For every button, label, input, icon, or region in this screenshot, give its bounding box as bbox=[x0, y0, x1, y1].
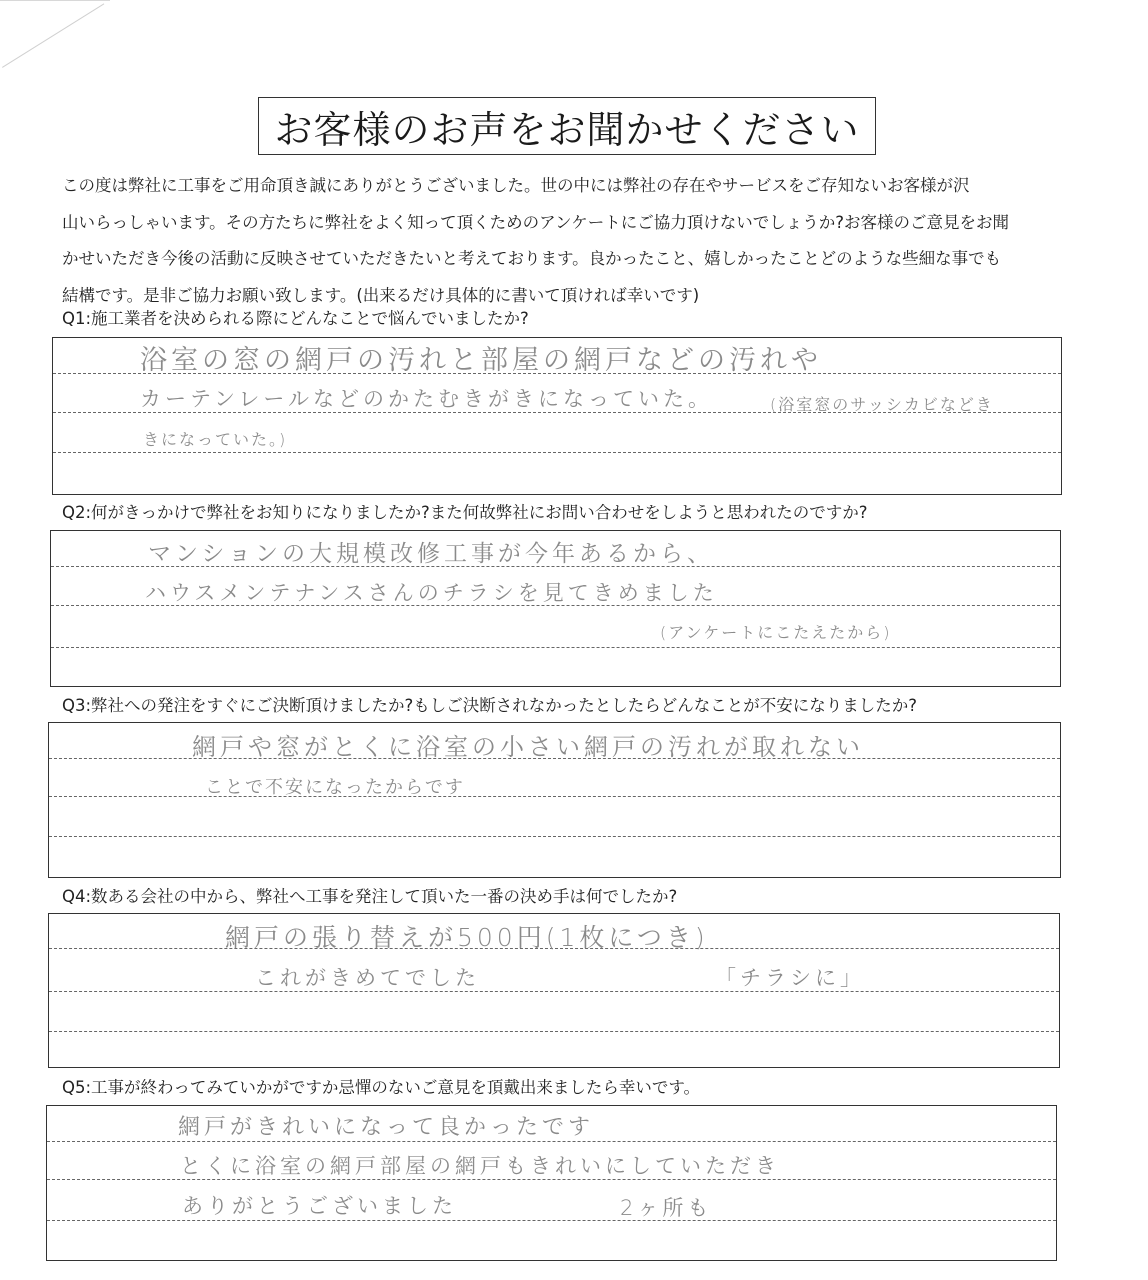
question-4-label: Q4:数ある会社の中から、弊社へ工事を発注して頂いた一番の決め手は何でしたか? bbox=[62, 887, 678, 906]
intro-text bbox=[62, 168, 1092, 314]
page-title: お客様のお声をお聞かせください bbox=[258, 97, 876, 155]
answer-5-line-2: とくに浴室の網戸部屋の網戸もきれいにしていただき bbox=[180, 1154, 780, 1178]
answer-5-line-4: 2ヶ所も bbox=[620, 1196, 713, 1220]
answer-2-line-3: (アンケートにこたえたから) bbox=[660, 623, 892, 642]
question-5-label: Q5:工事が終わってみていかがですか忌憚のないご意見を頂戴出来ましたら幸いです。 bbox=[62, 1078, 701, 1097]
answer-1-line-4: きになっていた。) bbox=[143, 430, 288, 449]
answer-4-line-1: 網戸の張り替えが500円(1枚につき) bbox=[225, 923, 709, 952]
intro-line: 結構です。是非ご協力お願い致します。(出来るだけ具体的に書いて頂ければ幸いです) bbox=[62, 285, 700, 305]
answer-2-line-1: マンションの大規模改修工事が今年あるから、 bbox=[148, 541, 714, 567]
answer-4-line-2: これがきめてでした bbox=[255, 966, 480, 990]
answer-1-line-3: (浴室窓のサッシカビなどき bbox=[770, 395, 994, 414]
answer-3-line-1: 網戸や窓がとくに浴室の小さい網戸の汚れが取れない bbox=[192, 733, 864, 761]
intro-line: かせいただき今後の活動に反映させていただきたいと考えております。良かったこと、嬉しかったことどのような些細な事でも bbox=[62, 249, 1002, 268]
answer-1-line-2: カーテンレールなどのかたむきがきになっていた。 bbox=[140, 387, 714, 411]
intro-line: 山いらっしゃいます。その方たちに弊社をよく知って頂くためのアンケートにご協力頂けないでしょうか?お客様のご意見をお聞 bbox=[62, 212, 1009, 232]
answer-1-line-1: 浴室の窓の網戸の汚れと部屋の網戸などの汚れや bbox=[140, 345, 822, 376]
answer-4-line-3: 「チラシに」 bbox=[715, 966, 865, 990]
question-3-label: Q3:弊社への発注をすぐにご決断頂けましたか?もしご決断されなかったとしたらどんなことが不安になりましたか? bbox=[62, 696, 918, 715]
answer-3-line-2: ことで不安になったからです bbox=[205, 777, 465, 798]
answer-5-line-1: 網戸がきれいになって良かったです bbox=[178, 1115, 595, 1140]
answer-5-line-3: ありがとうございました bbox=[182, 1194, 457, 1218]
answer-2-line-2: ハウスメンテナンスさんのチラシを見てきめました bbox=[145, 581, 718, 605]
question-2-label: Q2:何がきっかけで弊社をお知りになりましたか?また何故弊社にお問い合わせをしようと思われたのですか? bbox=[62, 503, 868, 522]
intro-line: この度は弊社に工事をご用命頂き誠にありがとうございました。世の中には弊社の存在やサービスをご存知ないお客様が沢 bbox=[62, 176, 970, 195]
question-1-label: Q1:施工業者を決められる際にどんなことで悩んでいましたか? bbox=[62, 309, 529, 328]
paper-corner-mark bbox=[0, 0, 110, 71]
